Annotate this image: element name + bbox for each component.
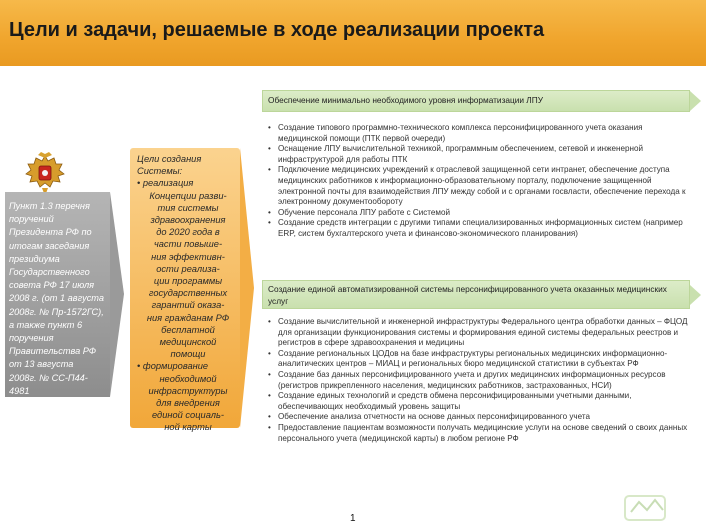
- section-header-arrow: [690, 285, 701, 305]
- section-header-informatization: Обеспечение минимально необходимого уровня информатизации ЛПУ: [268, 95, 543, 105]
- left-line: а также пункт 6: [9, 319, 83, 330]
- middle-line: помощи: [170, 349, 206, 360]
- middle-line: ости реализа-: [156, 263, 220, 274]
- section-header-arrow: [690, 91, 701, 111]
- list-item: • Создание региональных ЦОДов на базе инфраструктуры региональных медицинских информационно-аналитических центров – МИАЦ и региональных бюро медицинской статистики в субъектах РФ: [268, 349, 692, 370]
- middle-line: ния гражданам РФ: [146, 312, 230, 323]
- bullet-list-unified-system: [268, 317, 692, 444]
- left-line: итогам заседания: [9, 240, 90, 251]
- middle-line: медицинской: [159, 337, 217, 348]
- watermark-logo-icon: [617, 490, 677, 526]
- section-header-unified-system: Создание единой автоматизированной системы персонифицированного учета оказанных медицинских услуг: [268, 284, 667, 306]
- middle-line: единой социаль-: [151, 410, 224, 421]
- page-title: Цели и задачи, решаемые в ходе реализации проекта: [9, 19, 545, 41]
- left-line: 2008г. № Пр-1572ГС),: [9, 306, 104, 317]
- title-bar: [0, 0, 706, 66]
- list-item: • Создание средств интеграции с другими типами специализированных информационных систем (например ERP, систем бухгалтерского учета и финансово-экономического планирования): [268, 218, 692, 239]
- list-item: • Обеспечение анализа отчетности на основе данных персонифицированного учета: [268, 412, 692, 423]
- middle-line: ции программы: [153, 276, 223, 287]
- middle-line: гарантий оказа-: [151, 300, 225, 311]
- list-item: • Подключение медицинских учреждений к отраслевой защищенной сети интранет, обеспечение доступа медицинских работников к информационно-образовательному порталу, подключение защищенной электронной почты для взаимодействия ЛПУ между собой и с органами госвласти, обеспечение перехода к электронному документообороту: [268, 165, 692, 207]
- left-line: 2008г. № СС-П44-: [9, 372, 88, 383]
- middle-line: инфраструктуры: [148, 385, 228, 396]
- list-item: • Создание баз данных персонифицированного учета и других медицинских информационных ресурсов (регистров прикрепленного населения, медицинских работников, застрахованных, НСИ): [268, 370, 692, 391]
- left-panel-text: [9, 200, 121, 398]
- left-line: Государственного: [9, 267, 90, 278]
- left-line: поручения: [9, 333, 54, 344]
- middle-line: Концепции разви-: [149, 190, 227, 201]
- middle-line: Системы:: [137, 166, 183, 177]
- left-line: от 13 августа: [9, 359, 74, 370]
- left-line: Президента РФ по: [9, 227, 92, 238]
- list-item: • Создание вычислительной и инженерной инфраструктуры Федерального центра обработки данных – ФЦОД для организации функционирования системы и формирования единой системы федеральных реестров и регистров в сфере здравоохранения и медицины: [268, 317, 692, 349]
- left-line: поручений: [9, 214, 54, 225]
- middle-line: тия системы: [157, 202, 219, 213]
- middle-panel-text: [137, 153, 239, 434]
- middle-bullet: • реализация: [137, 178, 194, 189]
- list-item: • Оснащение ЛПУ вычислительной техникой, программным обеспечением, сетевой и инженерной инфраструктурой для работы ПТК: [268, 144, 692, 165]
- middle-line: до 2020 года в: [156, 227, 220, 238]
- left-line: Правительства РФ: [9, 346, 97, 357]
- middle-line: необходимой: [159, 373, 217, 384]
- middle-bullet: • формирование: [137, 361, 209, 372]
- list-item: • Предоставление пациентам возможности получать медицинские услуги на основе сведений о своих данных персонального учета (медицинской карты) в любом регионе РФ: [268, 423, 692, 444]
- list-item: • Создание единых технологий и средств обмена персонифицированными учетными данными, обеспечивающих необходимый уровень защиты: [268, 391, 692, 412]
- middle-line: Цели создания: [137, 154, 202, 164]
- middle-line: здравоохранения: [150, 215, 226, 226]
- left-line: 2008 г. (от 1 августа: [9, 293, 104, 304]
- list-item: • Обучение персонала ЛПУ работе с Системой: [268, 208, 692, 219]
- list-item: • Создание типового программно-технического комплекса персонифицированного учета оказания медицинской помощи (ПТК первой очереди): [268, 123, 692, 144]
- left-line: совета РФ 17 июля: [9, 280, 95, 291]
- left-line: президиума: [9, 253, 60, 264]
- middle-line: ной карты: [164, 422, 212, 433]
- left-line: 4981: [9, 385, 30, 396]
- middle-line: государственных: [148, 288, 228, 299]
- middle-panel-arrow: [240, 148, 254, 428]
- bullet-list-informatization: [268, 123, 692, 240]
- middle-line: бесплатной: [161, 324, 215, 335]
- left-line: Пункт 1.3 перечня: [9, 201, 90, 211]
- middle-line: для внедрения: [156, 398, 220, 409]
- page-number: 1: [350, 513, 356, 524]
- middle-line: части повыше-: [153, 239, 223, 250]
- middle-line: ния эффективн-: [151, 251, 225, 262]
